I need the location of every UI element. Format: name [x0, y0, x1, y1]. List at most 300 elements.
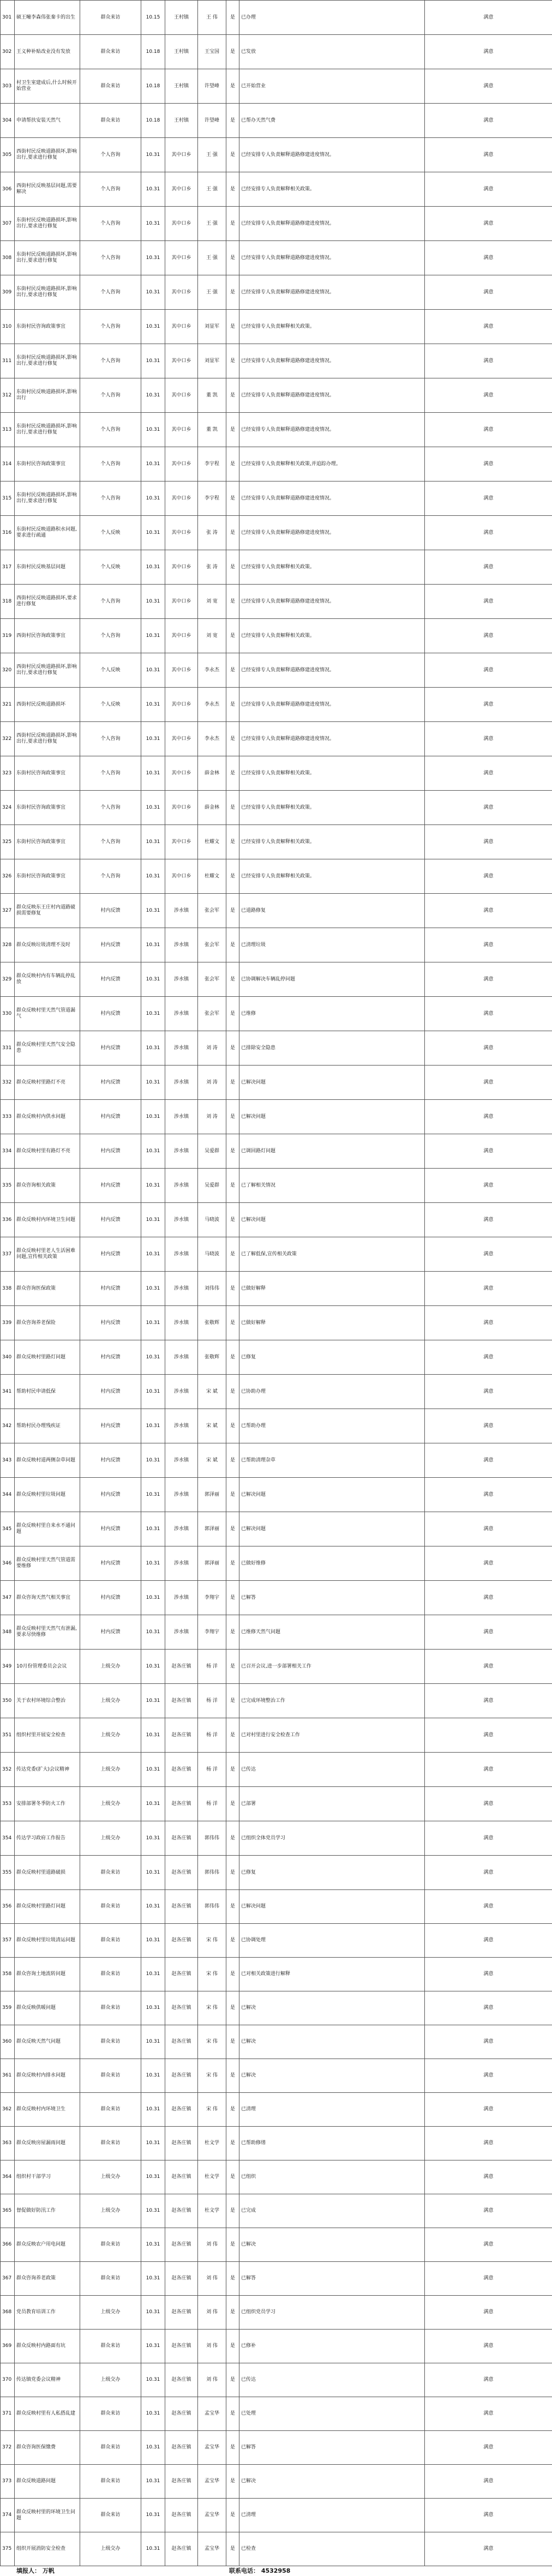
- cell-date: 10.31: [141, 138, 165, 172]
- cell-result: 已解决: [239, 2059, 425, 2093]
- cell-satisfaction: 满意: [425, 1684, 552, 1718]
- cell-satisfaction: 满意: [425, 1, 552, 35]
- cell-number: 365: [1, 2194, 15, 2228]
- cell-done: 是: [226, 585, 239, 619]
- cell-number: 370: [1, 2363, 15, 2397]
- cell-number: 329: [1, 962, 15, 997]
- cell-handler: 王 强: [198, 241, 226, 275]
- cell-content: 群众反映村里的环境卫生问题: [15, 2499, 80, 2532]
- table-row: [1, 2194, 552, 2228]
- cell-type: 个人咨询: [80, 482, 141, 516]
- cell-number: 314: [1, 447, 15, 482]
- cell-content: 群众反映村内环境卫生: [15, 2093, 80, 2127]
- cell-type: 上级交办: [80, 2296, 141, 2330]
- cell-result: 已解决问题: [239, 1100, 425, 1134]
- table-row: [1, 2296, 552, 2330]
- cell-content: 群众反映村道两侧杂草问题: [15, 1443, 80, 1478]
- cell-satisfaction: 满意: [425, 1650, 552, 1684]
- table-row: [1, 2262, 552, 2296]
- cell-done: 是: [226, 1375, 239, 1409]
- cell-date: 10.31: [141, 482, 165, 516]
- cell-result: 已经安排专人负责解释相关政策。: [239, 825, 425, 859]
- cell-content: 群众咨询土地流转问题: [15, 1958, 80, 1991]
- cell-content: 群众反映村里天然气有泄漏,要求尽快维修: [15, 1615, 80, 1650]
- cell-type: 群众来访: [80, 1890, 141, 1924]
- cell-type: 村内反馈: [80, 1306, 141, 1340]
- cell-content: 硕王疃李森伟张秦卡的出生: [15, 1, 80, 35]
- cell-satisfaction: 满意: [425, 2296, 552, 2330]
- cell-done: 是: [226, 756, 239, 791]
- cell-town: 涉水镇: [165, 1581, 198, 1615]
- cell-town: 涉水镇: [165, 1134, 198, 1169]
- cell-type: 村内反馈: [80, 1409, 141, 1443]
- cell-done: 是: [226, 1890, 239, 1924]
- cell-done: 是: [226, 1340, 239, 1375]
- cell-done: 是: [226, 344, 239, 378]
- cell-handler: 宋 伟: [198, 1991, 226, 2025]
- cell-type: 村内反馈: [80, 1512, 141, 1546]
- cell-town: 赵各庄镇: [165, 2397, 198, 2431]
- cell-satisfaction: 满意: [425, 1066, 552, 1100]
- cell-date: 10.31: [141, 1340, 165, 1375]
- cell-satisfaction: 满意: [425, 378, 552, 413]
- cell-handler: 王 强: [198, 172, 226, 207]
- cell-type: 群众来访: [80, 104, 141, 138]
- cell-date: 10.31: [141, 1375, 165, 1409]
- cell-type: 上级交办: [80, 1650, 141, 1684]
- cell-handler: 刘 涛: [198, 1031, 226, 1066]
- cell-number: 327: [1, 894, 15, 928]
- cell-number: 332: [1, 1066, 15, 1100]
- cell-type: 个人咨询: [80, 241, 141, 275]
- cell-handler: 刘 涛: [198, 1100, 226, 1134]
- cell-content: 东街村民咨询政策事宜: [15, 310, 80, 344]
- cell-date: 10.31: [141, 1787, 165, 1821]
- cell-result: 已经安排专人负责解释相关政策。: [239, 619, 425, 653]
- cell-content: 村卫生室建成后,什么时候开始营业: [15, 69, 80, 104]
- table-row: [1, 1615, 552, 1650]
- cell-result: 已解答: [239, 2431, 425, 2465]
- cell-satisfaction: 满意: [425, 1409, 552, 1443]
- cell-satisfaction: 满意: [425, 894, 552, 928]
- cell-result: 已解决: [239, 2025, 425, 2059]
- footer: [0, 2566, 552, 2576]
- cell-date: 10.31: [141, 894, 165, 928]
- cell-result: 已修复: [239, 1856, 425, 1890]
- cell-handler: 杜文学: [198, 2160, 226, 2194]
- cell-content: 群众反映村里有路灯不亮: [15, 1134, 80, 1169]
- cell-result: 已对相关政策进行解释: [239, 1958, 425, 1991]
- table-row: [1, 1478, 552, 1512]
- cell-content: 群众反映垃圾清理不及时: [15, 928, 80, 962]
- cell-done: 是: [226, 2363, 239, 2397]
- table-row: [1, 928, 552, 962]
- cell-town: 涉水镇: [165, 1375, 198, 1409]
- cell-town: 其中口乡: [165, 722, 198, 756]
- table-row: [1, 1237, 552, 1272]
- cell-done: 是: [226, 1991, 239, 2025]
- cell-town: 赵各庄镇: [165, 2499, 198, 2532]
- cell-result: 已召开会议,进一步部署相关工作: [239, 1650, 425, 1684]
- cell-satisfaction: 满意: [425, 2093, 552, 2127]
- cell-content: 组织村里开展安全检查: [15, 1718, 80, 1753]
- cell-type: 上级交办: [80, 2194, 141, 2228]
- cell-done: 是: [226, 2262, 239, 2296]
- cell-satisfaction: 满意: [425, 825, 552, 859]
- cell-content: 西街村民反映道路损坏,要求进行修复: [15, 585, 80, 619]
- cell-content: 群众反映村里天然气安全隐患: [15, 1031, 80, 1066]
- cell-content: 传达学习政府工作报告: [15, 1821, 80, 1856]
- table-row: [1, 1684, 552, 1718]
- cell-done: 是: [226, 1581, 239, 1615]
- cell-date: 10.31: [141, 1684, 165, 1718]
- cell-town: 其中口乡: [165, 756, 198, 791]
- cell-town: 王村镇: [165, 1, 198, 35]
- cell-number: 368: [1, 2296, 15, 2330]
- table-row: [1, 894, 552, 928]
- cell-date: 10.31: [141, 791, 165, 825]
- cell-done: 是: [226, 1031, 239, 1066]
- cell-satisfaction: 满意: [425, 447, 552, 482]
- cell-content: 东街村民反映道路积水问题,要求进行疏通: [15, 516, 80, 550]
- table-row: [1, 653, 552, 688]
- cell-town: 涉水镇: [165, 1340, 198, 1375]
- cell-content: 群众反映天然气问题: [15, 2025, 80, 2059]
- cell-content: 群众咨询医保缴费: [15, 2431, 80, 2465]
- cell-handler: 孟宝华: [198, 2465, 226, 2499]
- cell-type: 村内反馈: [80, 1340, 141, 1375]
- cell-type: 群众来访: [80, 1856, 141, 1890]
- cell-town: 赵各庄镇: [165, 1958, 198, 1991]
- table-row: [1, 962, 552, 997]
- table-row: [1, 2363, 552, 2397]
- cell-type: 村内反馈: [80, 1066, 141, 1100]
- cell-town: 赵各庄镇: [165, 1787, 198, 1821]
- cell-result: 已开始营业: [239, 69, 425, 104]
- cell-content: 东街村民咨询政策事宜: [15, 825, 80, 859]
- cell-town: 涉水镇: [165, 1100, 198, 1134]
- cell-result: 已了解低保,宣传相关政策: [239, 1237, 425, 1272]
- cell-done: 是: [226, 2397, 239, 2431]
- cell-town: 其中口乡: [165, 482, 198, 516]
- cell-date: 10.31: [141, 1615, 165, 1650]
- cell-content: 申请帮扶安装天然气: [15, 104, 80, 138]
- table-row: [1, 104, 552, 138]
- cell-done: 是: [226, 1821, 239, 1856]
- record-table-body: [1, 1, 552, 2566]
- cell-type: 村内反馈: [80, 1237, 141, 1272]
- table-row: [1, 1066, 552, 1100]
- cell-date: 10.31: [141, 825, 165, 859]
- cell-town: 其中口乡: [165, 550, 198, 585]
- table-row: [1, 1409, 552, 1443]
- cell-done: 是: [226, 482, 239, 516]
- cell-content: 群众反映村里自来水不通问题: [15, 1512, 80, 1546]
- cell-number: 331: [1, 1031, 15, 1066]
- cell-number: 339: [1, 1306, 15, 1340]
- cell-handler: 王 强: [198, 138, 226, 172]
- cell-result: 已经安排专人负责解释道路修建进度情况。: [239, 653, 425, 688]
- cell-handler: 孟宝华: [198, 2532, 226, 2566]
- cell-content: 群众咨询相关政策: [15, 1169, 80, 1203]
- cell-content: 群众反映村里天然气管道漏气: [15, 997, 80, 1031]
- cell-town: 赵各庄镇: [165, 2465, 198, 2499]
- cell-town: 其中口乡: [165, 413, 198, 447]
- cell-content: 群众反映村里垃圾清运问题: [15, 1924, 80, 1958]
- table-row: [1, 1821, 552, 1856]
- table-row: [1, 241, 552, 275]
- cell-type: 群众来访: [80, 2093, 141, 2127]
- cell-town: 涉水镇: [165, 1031, 198, 1066]
- cell-date: 10.31: [141, 619, 165, 653]
- cell-content: 西街村民反映道路损坏,影响出行,要求进行修复: [15, 722, 80, 756]
- cell-town: 其中口乡: [165, 378, 198, 413]
- cell-done: 是: [226, 2532, 239, 2566]
- cell-type: 村内反馈: [80, 1169, 141, 1203]
- cell-type: 村内反馈: [80, 1031, 141, 1066]
- cell-satisfaction: 满意: [425, 516, 552, 550]
- cell-type: 村内反馈: [80, 1375, 141, 1409]
- cell-handler: 吴爱群: [198, 1169, 226, 1203]
- cell-number: 354: [1, 1821, 15, 1856]
- cell-done: 是: [226, 1066, 239, 1100]
- cell-satisfaction: 满意: [425, 1478, 552, 1512]
- cell-done: 是: [226, 447, 239, 482]
- cell-result: 已维修: [239, 997, 425, 1031]
- table-row: [1, 1340, 552, 1375]
- cell-number: 325: [1, 825, 15, 859]
- table-row: [1, 2160, 552, 2194]
- cell-number: 320: [1, 653, 15, 688]
- cell-result: 已经安排专人负责解释道路修建进度情况。: [239, 138, 425, 172]
- cell-number: 324: [1, 791, 15, 825]
- cell-done: 是: [226, 104, 239, 138]
- cell-satisfaction: 满意: [425, 2059, 552, 2093]
- cell-content: 群众反映村内环境卫生问题: [15, 1203, 80, 1237]
- table-row: [1, 2431, 552, 2465]
- cell-satisfaction: 满意: [425, 1512, 552, 1546]
- cell-result: 已组织党员学习: [239, 2296, 425, 2330]
- cell-satisfaction: 满意: [425, 2160, 552, 2194]
- cell-handler: 刘 伟: [198, 2363, 226, 2397]
- cell-type: 村内反馈: [80, 928, 141, 962]
- cell-town: 赵各庄镇: [165, 1718, 198, 1753]
- cell-town: 涉水镇: [165, 1478, 198, 1512]
- cell-done: 是: [226, 1718, 239, 1753]
- cell-number: 340: [1, 1340, 15, 1375]
- cell-type: 个人反映: [80, 516, 141, 550]
- cell-town: 涉水镇: [165, 1512, 198, 1546]
- cell-satisfaction: 满意: [425, 756, 552, 791]
- cell-date: 10.31: [141, 2194, 165, 2228]
- cell-date: 10.31: [141, 2127, 165, 2160]
- cell-type: 上级交办: [80, 1684, 141, 1718]
- cell-satisfaction: 满意: [425, 2127, 552, 2160]
- table-row: [1, 1272, 552, 1306]
- cell-town: 赵各庄镇: [165, 2160, 198, 2194]
- cell-satisfaction: 满意: [425, 1856, 552, 1890]
- cell-content: 东街村民反映道路损坏,影响出行,要求进行修复: [15, 241, 80, 275]
- cell-date: 10.18: [141, 35, 165, 69]
- cell-done: 是: [226, 1787, 239, 1821]
- cell-type: 个人咨询: [80, 756, 141, 791]
- cell-number: 337: [1, 1237, 15, 1272]
- cell-result: 已修补: [239, 2330, 425, 2363]
- table-row: [1, 2025, 552, 2059]
- table-row: [1, 1581, 552, 1615]
- cell-type: 个人咨询: [80, 378, 141, 413]
- cell-result: 已帮助办理: [239, 1409, 425, 1443]
- cell-date: 10.31: [141, 2330, 165, 2363]
- cell-satisfaction: 满意: [425, 1375, 552, 1409]
- cell-satisfaction: 满意: [425, 928, 552, 962]
- cell-date: 10.31: [141, 2465, 165, 2499]
- cell-result: 已解答: [239, 2262, 425, 2296]
- phone-label: 联系电话： 4532958: [229, 2567, 291, 2574]
- cell-town: 涉水镇: [165, 1306, 198, 1340]
- cell-result: 已经安排专人负责解释道路修建进度情况。: [239, 516, 425, 550]
- cell-done: 是: [226, 1958, 239, 1991]
- cell-type: 村内反馈: [80, 997, 141, 1031]
- cell-handler: 刘 涛: [198, 1066, 226, 1100]
- table-row: [1, 1100, 552, 1134]
- cell-result: 已经安排专人负责解释道路修建进度情况。: [239, 241, 425, 275]
- cell-content: 群众反映村里路灯问题: [15, 1890, 80, 1924]
- cell-handler: 杜耀文: [198, 859, 226, 894]
- cell-done: 是: [226, 1684, 239, 1718]
- cell-town: 其中口乡: [165, 344, 198, 378]
- cell-date: 10.31: [141, 275, 165, 310]
- cell-content: 关于农村环境综合整治: [15, 1684, 80, 1718]
- cell-done: 是: [226, 69, 239, 104]
- cell-satisfaction: 满意: [425, 1203, 552, 1237]
- cell-type: 个人咨询: [80, 791, 141, 825]
- cell-done: 是: [226, 653, 239, 688]
- cell-number: 347: [1, 1581, 15, 1615]
- cell-town: 涉水镇: [165, 1203, 198, 1237]
- cell-done: 是: [226, 241, 239, 275]
- cell-town: 赵各庄镇: [165, 2025, 198, 2059]
- cell-content: 群众反映村里垃圾问题: [15, 1478, 80, 1512]
- cell-number: 333: [1, 1100, 15, 1134]
- cell-type: 群众来访: [80, 2431, 141, 2465]
- cell-type: 村内反馈: [80, 1581, 141, 1615]
- cell-content: 东街村民反映基层问题: [15, 550, 80, 585]
- cell-number: 338: [1, 1272, 15, 1306]
- cell-town: 涉水镇: [165, 894, 198, 928]
- cell-type: 村内反馈: [80, 1134, 141, 1169]
- cell-handler: 宋 伟: [198, 1924, 226, 1958]
- cell-done: 是: [226, 1237, 239, 1272]
- cell-number: 302: [1, 35, 15, 69]
- cell-content: 党员教育培训工作: [15, 2296, 80, 2330]
- cell-number: 313: [1, 413, 15, 447]
- cell-type: 村内反馈: [80, 1546, 141, 1581]
- cell-done: 是: [226, 275, 239, 310]
- cell-satisfaction: 满意: [425, 310, 552, 344]
- cell-town: 其中口乡: [165, 310, 198, 344]
- cell-result: 已经安排专人负责解释道路修建进度情况。: [239, 722, 425, 756]
- cell-town: 其中口乡: [165, 688, 198, 722]
- table-row: [1, 1650, 552, 1684]
- cell-result: 已传达: [239, 2363, 425, 2397]
- cell-handler: 张会军: [198, 962, 226, 997]
- cell-handler: 薛金林: [198, 791, 226, 825]
- cell-done: 是: [226, 1650, 239, 1684]
- cell-satisfaction: 满意: [425, 2465, 552, 2499]
- cell-number: 308: [1, 241, 15, 275]
- cell-date: 10.31: [141, 1306, 165, 1340]
- cell-handler: 宋 伟: [198, 2025, 226, 2059]
- cell-content: 东街村民反映道路损坏,影响出行,要求进行修复: [15, 344, 80, 378]
- cell-satisfaction: 满意: [425, 1134, 552, 1169]
- cell-content: 督促做好防汛工作: [15, 2194, 80, 2228]
- cell-town: 涉水镇: [165, 1409, 198, 1443]
- cell-handler: 张会军: [198, 928, 226, 962]
- cell-date: 10.31: [141, 344, 165, 378]
- cell-result: 已帮助清理杂草: [239, 1443, 425, 1478]
- cell-date: 10.31: [141, 2093, 165, 2127]
- cell-type: 群众来访: [80, 69, 141, 104]
- cell-type: 群众来访: [80, 1991, 141, 2025]
- cell-number: 367: [1, 2262, 15, 2296]
- cell-type: 个人反映: [80, 653, 141, 688]
- cell-satisfaction: 满意: [425, 1581, 552, 1615]
- cell-content: 传达镇党委会议精神: [15, 2363, 80, 2397]
- table-row: [1, 1718, 552, 1753]
- cell-town: 赵各庄镇: [165, 1821, 198, 1856]
- cell-number: 301: [1, 1, 15, 35]
- cell-town: 王村镇: [165, 69, 198, 104]
- cell-satisfaction: 满意: [425, 2228, 552, 2262]
- cell-date: 10.31: [141, 756, 165, 791]
- cell-number: 356: [1, 1890, 15, 1924]
- table-row: [1, 2093, 552, 2127]
- cell-handler: 张 涛: [198, 550, 226, 585]
- cell-number: 350: [1, 1684, 15, 1718]
- cell-content: 西街村民反映道路损坏: [15, 688, 80, 722]
- cell-result: 已部署: [239, 1787, 425, 1821]
- cell-satisfaction: 满意: [425, 1821, 552, 1856]
- cell-content: 10月份管理委员会会议: [15, 1650, 80, 1684]
- table-row: [1, 997, 552, 1031]
- cell-done: 是: [226, 722, 239, 756]
- cell-satisfaction: 满意: [425, 997, 552, 1031]
- table-row: [1, 482, 552, 516]
- cell-result: 已调回路灯问题: [239, 1134, 425, 1169]
- cell-result: 已经安排专人负责解释道路修建进度情况。: [239, 585, 425, 619]
- cell-done: 是: [226, 1100, 239, 1134]
- cell-handler: 张敬辉: [198, 1340, 226, 1375]
- cell-result: 已组织全体党员学习: [239, 1821, 425, 1856]
- cell-done: 是: [226, 1443, 239, 1478]
- cell-number: 323: [1, 756, 15, 791]
- cell-result: 已经安排专人负责解释道路修建进度情况。: [239, 688, 425, 722]
- cell-handler: 马晓波: [198, 1203, 226, 1237]
- cell-satisfaction: 满意: [425, 1272, 552, 1306]
- cell-handler: 宋 伟: [198, 1958, 226, 1991]
- cell-result: 已维修天然气问题: [239, 1615, 425, 1650]
- cell-result: 已解决问题: [239, 1066, 425, 1100]
- cell-town: 涉水镇: [165, 928, 198, 962]
- cell-number: 342: [1, 1409, 15, 1443]
- cell-date: 10.31: [141, 2160, 165, 2194]
- table-row: [1, 172, 552, 207]
- cell-type: 个人咨询: [80, 722, 141, 756]
- cell-done: 是: [226, 2194, 239, 2228]
- cell-done: 是: [226, 1753, 239, 1787]
- cell-content: 东街村民咨询政策事宜: [15, 791, 80, 825]
